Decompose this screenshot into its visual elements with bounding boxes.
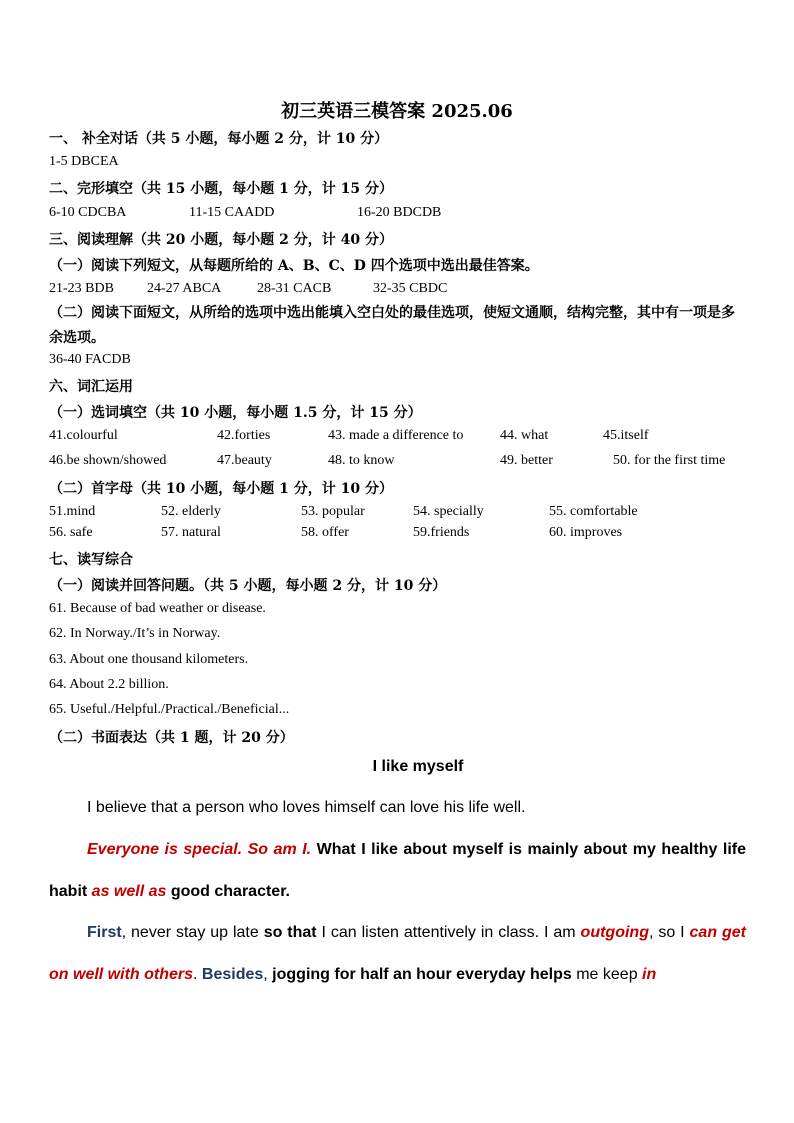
essay-text: , never stay up late [121,924,264,941]
vocab-answer: 46.be shown/showed [49,453,167,468]
vocab-answer: 47.beauty [217,453,272,468]
essay-paragraph-2 [49,829,746,912]
essay-text: good character. [166,882,290,900]
essay-paragraph-3 [49,912,746,995]
essay-text: I can listen attentively in class. I am [316,924,581,941]
vocab-answer: 41.colourful [49,428,118,443]
essay-text: . [193,965,202,983]
initial-letter-answer: 57. natural [161,525,221,540]
section-3-part1-heading: （一）阅读下列短文，从每题所给的 A、B、C、D 四个选项中选出最佳答案。 [49,258,539,274]
initial-letter-answer: 52. elderly [161,504,221,519]
initial-letter-answer: 51.mind [49,504,96,519]
reading-answer: 62. In Norway./It’s in Norway. [49,626,221,641]
vocab-answer: 42.forties [217,428,271,443]
transition-word: First [87,924,122,941]
highlight-phrase: outgoing [580,924,649,941]
highlight-phrase: can get on well with others [49,924,747,983]
section-7-part2-heading: （二）书面表达（共 1 题，计 20 分） [49,730,294,746]
reading-answer: 64. About 2.2 billion. [49,677,169,692]
essay-title: I like myself [372,758,464,775]
essay-paragraph-1: I believe that a person who loves himself can love his life well. [87,799,526,816]
section-2-answer: 16-20 BDCDB [357,205,442,220]
section-3-part1-answer: 32-35 CBDC [373,281,448,296]
highlight-phrase: Everyone is special. So am I. [87,841,312,858]
section-6-heading: 六、词汇运用 [49,379,133,395]
section-2-answer: 6-10 CDCBA [49,205,127,220]
essay-text: me keep [571,965,643,983]
section-7-part1-heading: （一）阅读并回答问题。（共 5 小题，每小题 2 分，计 10 分） [49,578,447,594]
section-3-part1-answer: 21-23 BDB [49,281,114,296]
section-2-answer: 11-15 CAADD [189,205,275,220]
vocab-answer: 43. made a difference to [328,428,464,443]
initial-letter-answer: 59.friends [413,525,470,540]
essay-text: so that [263,924,317,941]
essay-text: , so I [648,924,690,941]
section-1-heading: 一、 补全对话（共 5 小题，每小题 2 分，计 10 分） [49,131,389,147]
initial-letter-answer: 58. offer [301,525,349,540]
highlight-phrase: in [642,965,657,983]
section-1-answers: 1-5 DBCEA [49,154,119,169]
essay-text: , [263,965,273,983]
vocab-answer: 50. for the first time [613,453,726,468]
vocab-answer: 48. to know [328,453,395,468]
initial-letter-answer: 53. popular [301,504,365,519]
section-3-heading: 三、阅读理解（共 20 小题，每小题 2 分，计 40 分） [49,232,393,248]
initial-letter-answer: 55. comfortable [549,504,638,519]
vocab-answer: 49. better [500,453,553,468]
highlight-phrase: as well as [91,882,167,900]
page-title: 初三英语三模答案 2025.06 [281,101,513,122]
reading-answer: 63. About one thousand kilometers. [49,652,249,667]
section-3-part2-answers: 36-40 FACDB [49,352,131,367]
initial-letter-answer: 54. specially [413,504,484,519]
vocab-answer: 44. what [500,428,549,443]
reading-answer: 61. Because of bad weather or disease. [49,601,266,616]
section-3-part1-answer: 28-31 CACB [257,281,332,296]
section-6-part2-heading: （二）首字母（共 10 小题，每小题 1 分，计 10 分） [49,481,393,497]
essay-text: What I like about myself is mainly about my healthy life habit [49,841,746,900]
section-2-heading: 二、完形填空（共 15 小题，每小题 1 分，计 15 分） [49,181,393,197]
initial-letter-answer: 56. safe [49,525,93,540]
section-3-part2-heading: （二）阅读下面短文，从所给的选项中选出能填入空白处的最佳选项，使短文通顺，结构完整，其中有一项是多余选项。 [49,305,735,346]
vocab-answer: 45.itself [603,428,649,443]
section-7-heading: 七、读写综合 [49,552,133,568]
initial-letter-answer: 60. improves [549,525,623,540]
transition-word: Besides [201,965,264,983]
section-6-part1-heading: （一）选词填空（共 10 小题，每小题 1.5 分，计 15 分） [49,405,422,421]
essay-text: jogging for half an hour everyday helps [272,965,572,983]
reading-answer: 65. Useful./Helpful./Practical./Beneficial... [49,702,290,717]
section-3-part1-answer: 24-27 ABCA [147,281,222,296]
